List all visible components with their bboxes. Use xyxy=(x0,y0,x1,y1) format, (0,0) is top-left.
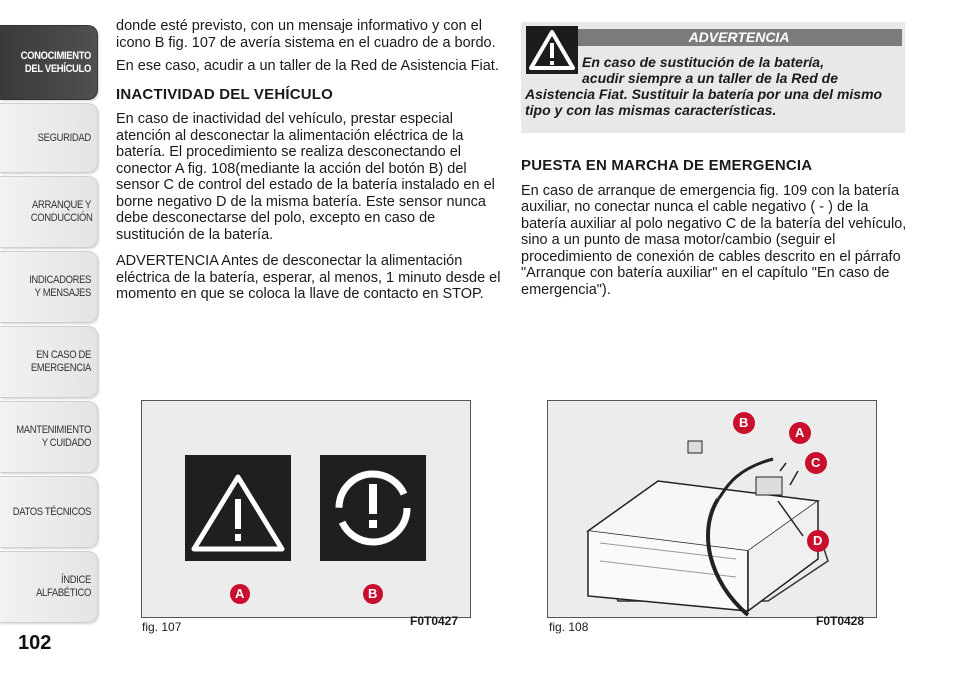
figure-caption: fig. 108 xyxy=(549,620,589,634)
section-heading: PUESTA EN MARCHA DE EMERGENCIA xyxy=(521,157,813,174)
figure-code: F0T0428 xyxy=(816,614,865,628)
figure-107 xyxy=(141,400,471,618)
tab-label: ÍNDICE ALFABÉTICO xyxy=(36,574,91,599)
tab-label: MANTENIMIENTO Y CUIDADO xyxy=(16,424,91,449)
tab-datos-tecnicos[interactable] xyxy=(0,476,98,548)
tab-label: EN CASO DE EMERGENCIA xyxy=(30,349,91,374)
tab-en-caso-de-emergencia[interactable] xyxy=(0,326,98,398)
paragraph: ADVERTENCIA Antes de desconectar la alimentación eléctrica de la batería, esperar, al menos, 1 minuto desde el momento en que se coloca la llave de contacto en STOP. xyxy=(116,253,501,302)
warning-text-line: En caso de sustitución de la batería, xyxy=(582,54,824,70)
tab-conocimiento-del-vehiculo[interactable] xyxy=(0,25,98,100)
marker-a: A xyxy=(235,586,245,601)
page-number: 102 xyxy=(18,632,52,654)
figure-caption: fig. 107 xyxy=(142,620,182,634)
tab-mantenimiento-y-cuidado[interactable] xyxy=(0,401,98,473)
left-column xyxy=(116,18,502,310)
paragraph: donde esté previsto, con un mensaje informativo y con el icono B fig. 107 de avería sistema en el cuadro de a bordo. xyxy=(116,18,496,51)
battery-illustration xyxy=(548,401,876,617)
tab-indice-alfabetico[interactable] xyxy=(0,551,98,623)
section-heading: INACTIVIDAD DEL VEHÍCULO xyxy=(116,85,334,103)
marker-b: B xyxy=(368,586,378,601)
marker-d: D xyxy=(813,533,823,548)
tab-label: DATOS TÉCNICOS xyxy=(12,505,91,518)
marker-a: A xyxy=(795,425,805,440)
warning-lights-illustration xyxy=(142,401,470,617)
warning-text-line: Asistencia Fiat. Sustituir la batería por una del mismo tipo y con las mismas características. xyxy=(525,86,883,118)
figure-code: F0T0427 xyxy=(410,614,459,628)
tab-indicadores-y-mensajes[interactable] xyxy=(0,251,98,323)
marker-b: B xyxy=(739,415,749,430)
figure-108 xyxy=(547,400,877,618)
marker-c: C xyxy=(811,455,821,470)
tab-label: SEGURIDAD xyxy=(37,131,91,144)
tab-label: CONOCIMIENTO DEL VEHÍCULO xyxy=(20,49,92,75)
right-column xyxy=(521,158,907,305)
tab-label: ARRANQUE Y CONDUCCIÓN xyxy=(30,199,93,224)
tab-seguridad[interactable] xyxy=(0,103,98,173)
warning-text xyxy=(525,54,900,118)
tab-arranque-y-conduccion[interactable] xyxy=(0,176,98,248)
paragraph: En caso de arranque de emergencia fig. 109 con la batería auxiliar, no conectar nunca el cable negativo ( - ) de la batería auxiliar al polo negativo C de la batería del vehículo, sino a un punto de masa motor/cambio (seguir el procedimiento de conexión de cables descrito en el párrafo "Arranque con batería auxiliar" en el capítulo "En caso de emergencia"). xyxy=(521,182,907,298)
tab-label: INDICADORES Y MENSAJES xyxy=(29,274,91,299)
paragraph: En ese caso, acudir a un taller de la Red de Asistencia Fiat. xyxy=(116,58,499,74)
warning-title: ADVERTENCIA xyxy=(576,29,902,46)
paragraph: En caso de inactividad del vehículo, prestar especial atención al desconectar la alimentación eléctrica de la batería. El procedimiento se realiza desconectando el conector A fig. 108(mediante la acción del botón B) del sensor C de control del estado de la batería instalado en el borne negativo D de la misma batería. Este sensor nunca debe desconectarse del polo, excepto en caso de sustitución de la batería. xyxy=(116,111,495,243)
warning-text-line: acudir siempre a un taller de la Red de xyxy=(582,70,838,86)
